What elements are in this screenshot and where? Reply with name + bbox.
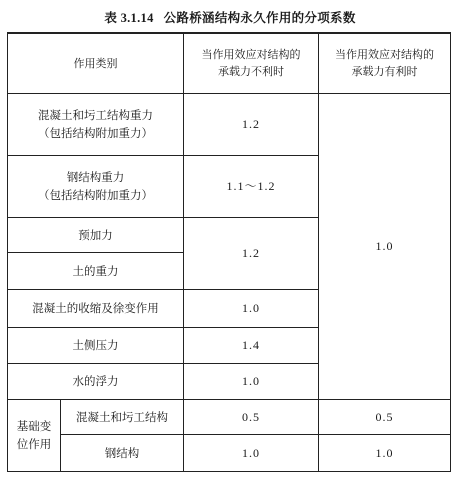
cell-unfavorable: 1.0 <box>184 289 319 327</box>
cell-unfavorable: 1.1～1.2 <box>184 155 319 217</box>
cell-unfavorable: 1.4 <box>184 327 319 363</box>
table-row <box>8 434 451 471</box>
cell-favorable: 1.0 <box>319 434 451 471</box>
cell-favorable-merged: 1.0 <box>319 93 451 399</box>
table-row <box>8 399 451 434</box>
header-row <box>8 33 451 93</box>
table-title: 公路桥涵结构永久作用的分项系数 <box>163 10 356 25</box>
cell-unfavorable: 1.0 <box>184 434 319 471</box>
row-label: 混凝土的收缩及徐变作用 <box>8 289 184 327</box>
cell-unfavorable: 0.5 <box>184 399 319 434</box>
header-favorable: 当作用效应对结构的 承载力有利时 <box>319 33 451 93</box>
header-unfavorable: 当作用效应对结构的 承载力不利时 <box>184 33 319 93</box>
row-label: 土的重力 <box>8 252 184 289</box>
table-row <box>8 93 451 155</box>
row-label: 钢结构 <box>61 434 184 471</box>
row-label: 水的浮力 <box>8 363 184 399</box>
row-label: 土侧压力 <box>8 327 184 363</box>
table-number: 表 3.1.14 <box>104 11 154 25</box>
cell-favorable: 0.5 <box>319 399 451 434</box>
table-caption <box>0 8 460 26</box>
row-label: 混凝土和圬工结构重力 （包括结构附加重力） <box>8 93 184 155</box>
row-label: 钢结构重力 （包括结构附加重力） <box>8 155 184 217</box>
row-label: 混凝土和圬工结构 <box>61 399 184 434</box>
row-label: 预加力 <box>8 217 184 252</box>
cell-unfavorable: 1.0 <box>184 363 319 399</box>
partial-factor-table <box>7 32 451 472</box>
cell-unfavorable: 1.2 <box>184 93 319 155</box>
group-label-foundation: 基础变 位作用 <box>8 399 61 471</box>
cell-unfavorable-merged: 1.2 <box>184 217 319 289</box>
header-category: 作用类别 <box>8 33 184 93</box>
